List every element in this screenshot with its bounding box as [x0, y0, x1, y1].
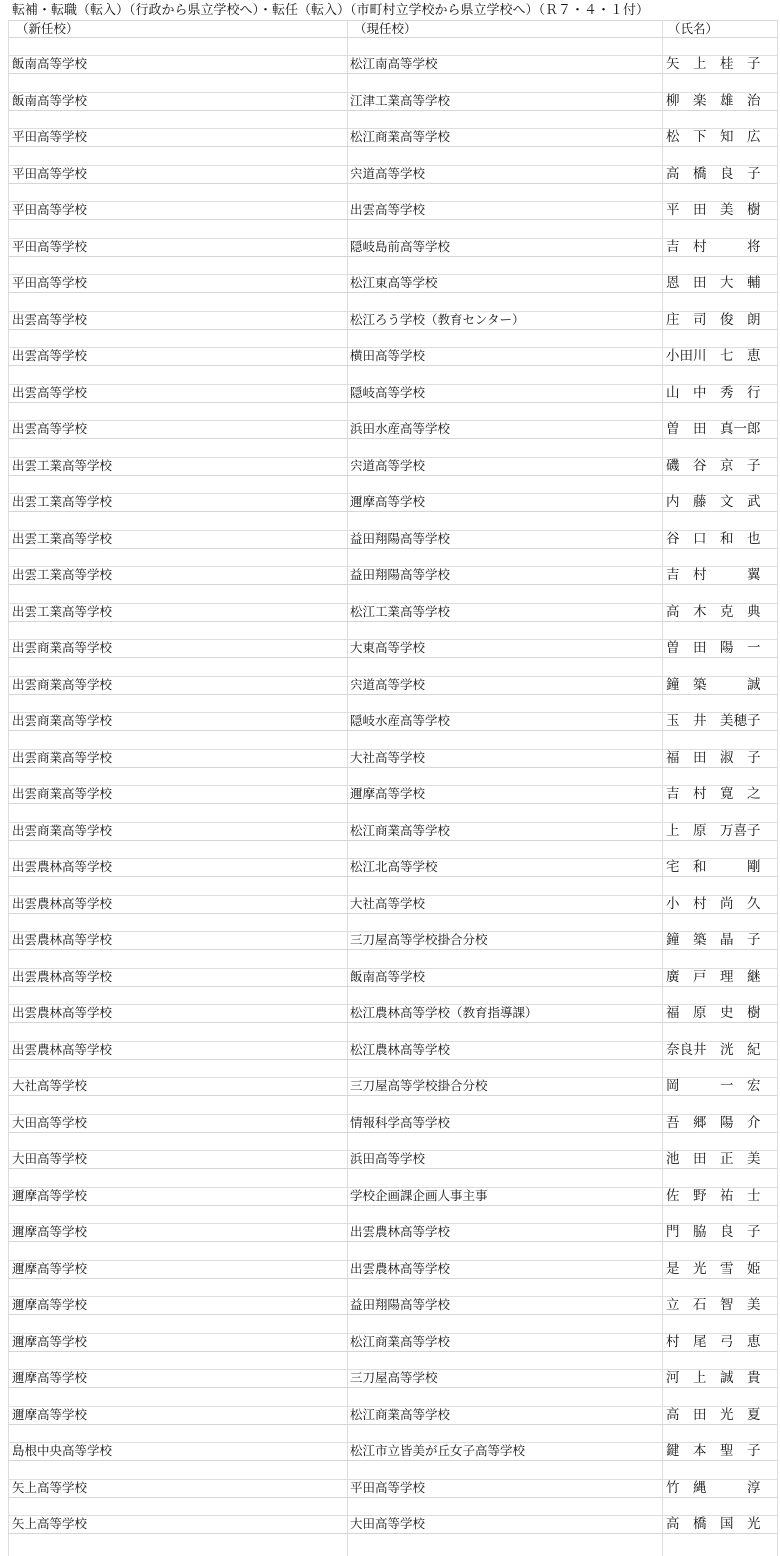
new-school-cell: 出雲高等学校: [12, 311, 88, 327]
current-school-cell: 大田高等学校: [350, 1516, 426, 1532]
name-cell: 高 橋 国 光: [666, 1516, 761, 1533]
name-cell: 吉 村 将: [666, 238, 761, 255]
table-row: [0, 804, 780, 841]
new-school-cell: 出雲工業高等学校: [12, 567, 113, 583]
name-cell: 山 中 秀 行: [666, 384, 761, 401]
current-school-cell: 学校企画課企画人事主事: [350, 1187, 488, 1203]
name-cell: 玉 井 美穂子: [666, 713, 761, 730]
header-name: （氏名）: [668, 21, 719, 36]
name-cell: 宅 和 剛: [666, 859, 761, 876]
table-row: [0, 658, 780, 695]
new-school-cell: 邇摩高等学校: [12, 1297, 88, 1313]
table-row: [0, 1059, 780, 1096]
name-cell: 平 田 美 樹: [666, 202, 761, 219]
table-row: [0, 1315, 780, 1352]
new-school-cell: 出雲商業高等学校: [12, 786, 113, 802]
current-school-cell: 益田翔陽高等学校: [350, 530, 451, 546]
current-school-cell: 三刀屋高等学校: [350, 1370, 438, 1386]
new-school-cell: 出雲高等学校: [12, 384, 88, 400]
new-school-cell: 矢上高等学校: [12, 1479, 88, 1495]
new-school-cell: 出雲農林高等学校: [12, 1041, 113, 1057]
new-school-cell: 出雲高等学校: [12, 348, 88, 364]
name-cell: 吾 郷 陽 介: [666, 1114, 761, 1131]
new-school-cell: 大社高等学校: [12, 1078, 88, 1094]
current-school-cell: 出雲農林高等学校: [350, 1224, 451, 1240]
current-school-cell: 隠岐島前高等学校: [350, 238, 451, 254]
table-row: [0, 986, 780, 1023]
name-cell: 鍵 本 聖 子: [666, 1443, 761, 1460]
current-school-cell: 松江農林高等学校（教育指導課）: [350, 1005, 538, 1021]
table-row: [0, 1461, 780, 1498]
new-school-cell: 邇摩高等学校: [12, 1260, 88, 1276]
name-cell: 村 尾 弓 恵: [666, 1333, 761, 1350]
table-row: [0, 402, 780, 439]
name-cell: 矢 上 桂 子: [666, 56, 761, 73]
current-school-cell: 飯南高等学校: [350, 968, 426, 984]
new-school-cell: 出雲農林高等学校: [12, 968, 113, 984]
current-school-cell: 出雲高等学校: [350, 202, 426, 218]
new-school-cell: 出雲高等学校: [12, 421, 88, 437]
new-school-cell: 平田高等学校: [12, 202, 88, 218]
table-row: [0, 512, 780, 549]
new-school-cell: 飯南高等学校: [12, 92, 88, 108]
new-school-cell: 出雲工業高等学校: [12, 530, 113, 546]
table-row: [0, 1132, 780, 1169]
name-cell: 竹 縄 淳: [666, 1479, 761, 1496]
name-cell: 高 橋 良 子: [666, 165, 761, 182]
table-row: [0, 694, 780, 731]
table-row: [0, 256, 780, 293]
current-school-cell: 出雲農林高等学校: [350, 1260, 451, 1276]
current-school-cell: 大社高等学校: [350, 749, 426, 765]
name-cell: 小 村 尚 久: [666, 895, 761, 912]
new-school-cell: 出雲工業高等学校: [12, 457, 113, 473]
current-school-cell: 大東高等学校: [350, 640, 426, 656]
new-school-cell: 平田高等学校: [12, 129, 88, 145]
current-school-cell: 松江ろう学校（教育センター）: [350, 311, 525, 327]
name-cell: 鐘 築 誠: [666, 676, 761, 693]
name-cell: 高 田 光 夏: [666, 1406, 761, 1423]
table-row: [0, 621, 780, 658]
current-school-cell: 情報科学高等学校: [350, 1114, 451, 1130]
new-school-cell: 平田高等学校: [12, 275, 88, 291]
new-school-cell: 邇摩高等学校: [12, 1187, 88, 1203]
table-row: [0, 548, 780, 585]
new-school-cell: 島根中央高等学校: [12, 1443, 113, 1459]
table-row: [0, 840, 780, 877]
current-school-cell: 浜田高等学校: [350, 1151, 426, 1167]
document-title: 転補・転職（転入）（行政から県立学校へ）・転任（転入）（市町村立学校から県立学校へ）（Ｒ７・４・１付）: [12, 3, 650, 18]
current-school-cell: 大社高等学校: [350, 895, 426, 911]
table-row: [0, 439, 780, 476]
current-school-cell: 隠岐水産高等学校: [350, 713, 451, 729]
current-school-cell: 三刀屋高等学校掛合分校: [350, 932, 488, 948]
table-row: [0, 1278, 780, 1315]
current-school-cell: 松江工業高等学校: [350, 603, 451, 619]
new-school-cell: 平田高等学校: [12, 165, 88, 181]
table-row: [0, 1023, 780, 1060]
header-current-school: （現任校）: [354, 21, 417, 36]
name-cell: 鐘 築 晶 子: [666, 932, 761, 949]
table-row: [0, 366, 780, 403]
name-cell: 松 下 知 広: [666, 129, 761, 146]
table-row: [0, 110, 780, 147]
current-school-cell: 平田高等学校: [350, 1479, 426, 1495]
current-school-cell: 松江商業高等学校: [350, 1333, 451, 1349]
current-school-cell: 横田高等学校: [350, 348, 426, 364]
table-row: [0, 329, 780, 366]
new-school-cell: 邇摩高等学校: [12, 1406, 88, 1422]
table-row: [0, 147, 780, 184]
table-row: [0, 1169, 780, 1206]
name-cell: 岡 一 宏: [666, 1078, 761, 1095]
name-cell: 柳 楽 雄 治: [666, 92, 761, 109]
new-school-cell: 邇摩高等学校: [12, 1333, 88, 1349]
table-row: [0, 1096, 780, 1133]
new-school-cell: 出雲商業高等学校: [12, 822, 113, 838]
name-cell: 谷 口 和 也: [666, 530, 761, 547]
name-cell: 上 原 万喜子: [666, 822, 761, 839]
table-row: [0, 1424, 780, 1461]
table-row: [0, 475, 780, 512]
table-row: [0, 220, 780, 257]
current-school-cell: 浜田水産高等学校: [350, 421, 451, 437]
table-row: [0, 74, 780, 111]
new-school-cell: 平田高等学校: [12, 238, 88, 254]
current-school-cell: 宍道高等学校: [350, 676, 426, 692]
current-school-cell: 隠岐高等学校: [350, 384, 426, 400]
name-cell: 奈良井 洸 紀: [666, 1041, 761, 1058]
table-row: [0, 1497, 780, 1534]
current-school-cell: 益田翔陽高等学校: [350, 1297, 451, 1313]
name-cell: 吉 村 翼: [666, 567, 761, 584]
name-cell: 門 脇 良 子: [666, 1224, 761, 1241]
current-school-cell: 宍道高等学校: [350, 165, 426, 181]
name-cell: 福 田 淑 子: [666, 749, 761, 766]
new-school-cell: 出雲商業高等学校: [12, 749, 113, 765]
current-school-cell: 宍道高等学校: [350, 457, 426, 473]
new-school-cell: 飯南高等学校: [12, 56, 88, 72]
name-cell: 河 上 誠 貴: [666, 1370, 761, 1387]
name-cell: 磯 谷 京 子: [666, 457, 761, 474]
new-school-cell: 矢上高等学校: [12, 1516, 88, 1532]
current-school-cell: 邇摩高等学校: [350, 786, 426, 802]
name-cell: 曽 田 真一郎: [666, 421, 761, 438]
table-row: [0, 293, 780, 330]
transfer-table: [0, 37, 780, 1534]
name-cell: 立 石 智 美: [666, 1297, 761, 1314]
table-row: [0, 183, 780, 220]
new-school-cell: 邇摩高等学校: [12, 1370, 88, 1386]
new-school-cell: 出雲農林高等学校: [12, 895, 113, 911]
name-cell: 庄 司 俊 朗: [666, 311, 761, 328]
table-row: [0, 913, 780, 950]
current-school-cell: 益田翔陽高等学校: [350, 567, 451, 583]
current-school-cell: 松江商業高等学校: [350, 129, 451, 145]
current-school-cell: 江津工業高等学校: [350, 92, 451, 108]
table-row: [0, 1388, 780, 1425]
new-school-cell: 出雲農林高等学校: [12, 859, 113, 875]
header-new-school: （新任校）: [16, 21, 79, 36]
name-cell: 吉 村 寛 之: [666, 786, 761, 803]
table-row: [0, 1205, 780, 1242]
name-cell: 福 原 史 樹: [666, 1005, 761, 1022]
name-cell: 小田川 七 恵: [666, 348, 761, 365]
new-school-cell: 出雲商業高等学校: [12, 713, 113, 729]
table-row: [0, 767, 780, 804]
new-school-cell: 出雲工業高等学校: [12, 494, 113, 510]
name-cell: 恩 田 大 輔: [666, 275, 761, 292]
new-school-cell: 出雲農林高等学校: [12, 1005, 113, 1021]
table-row: [0, 37, 780, 74]
current-school-cell: 松江商業高等学校: [350, 822, 451, 838]
new-school-cell: 邇摩高等学校: [12, 1224, 88, 1240]
name-cell: 曽 田 陽 一: [666, 640, 761, 657]
new-school-cell: 出雲工業高等学校: [12, 603, 113, 619]
table-row: [0, 877, 780, 914]
current-school-cell: 三刀屋高等学校掛合分校: [350, 1078, 488, 1094]
current-school-cell: 松江農林高等学校: [350, 1041, 451, 1057]
name-cell: 佐 野 祐 士: [666, 1187, 761, 1204]
new-school-cell: 出雲商業高等学校: [12, 640, 113, 656]
new-school-cell: 出雲農林高等学校: [12, 932, 113, 948]
table-row: [0, 1242, 780, 1279]
name-cell: 高 木 克 典: [666, 603, 761, 620]
table-row: [0, 731, 780, 768]
current-school-cell: 松江商業高等学校: [350, 1406, 451, 1422]
new-school-cell: 大田高等学校: [12, 1151, 88, 1167]
current-school-cell: 松江南高等学校: [350, 56, 438, 72]
current-school-cell: 松江東高等学校: [350, 275, 438, 291]
table-row: [0, 1351, 780, 1388]
table-row: [0, 585, 780, 622]
new-school-cell: 大田高等学校: [12, 1114, 88, 1130]
name-cell: 是 光 雪 姫: [666, 1260, 761, 1277]
table-row: [0, 950, 780, 987]
name-cell: 廣 戸 理 継: [666, 968, 761, 985]
name-cell: 池 田 正 美: [666, 1151, 761, 1168]
new-school-cell: 出雲商業高等学校: [12, 676, 113, 692]
current-school-cell: 邇摩高等学校: [350, 494, 426, 510]
current-school-cell: 松江市立皆美が丘女子高等学校: [350, 1443, 526, 1459]
current-school-cell: 松江北高等学校: [350, 859, 438, 875]
name-cell: 内 藤 文 武: [666, 494, 761, 511]
